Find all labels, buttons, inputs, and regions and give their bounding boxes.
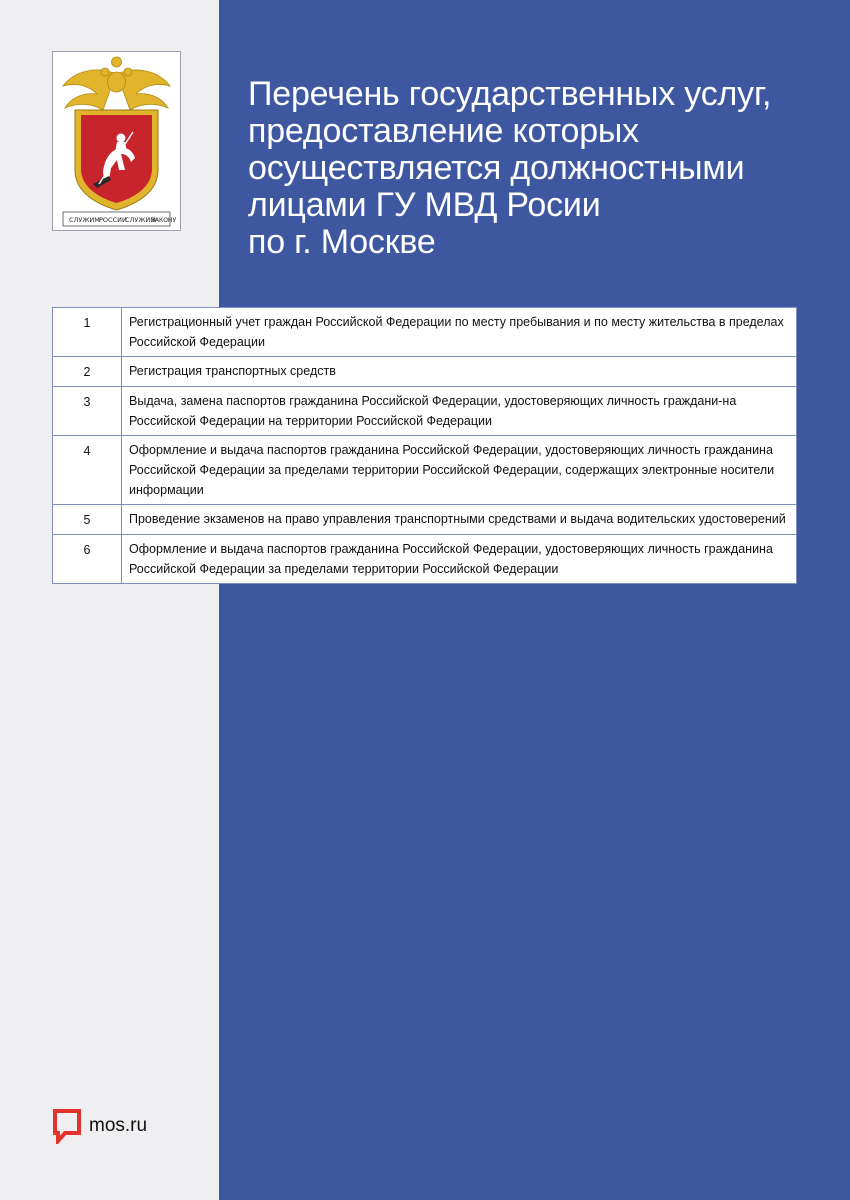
row-number: 6 (53, 535, 122, 584)
emblem-box (52, 51, 181, 231)
service-name: Проведение экзаменов на право управления транспортными средствами и выдача водительских удостоверений (122, 505, 797, 535)
service-name: Регистрация транспортных средств (122, 357, 797, 387)
table-row (53, 535, 797, 584)
title-line-5: по г. Москве (248, 223, 436, 261)
row-number: 2 (53, 357, 122, 387)
title-line-2: предоставление которых (248, 112, 639, 150)
police-emblem-icon (53, 52, 180, 230)
mos-logo-text: mos.ru (89, 1115, 148, 1136)
service-name: Оформление и выдача паспортов гражданина Российской Федерации, удостоверяющих личность гражданина Российской Федерации за пределами территории Российской Федерации (122, 535, 797, 584)
service-name: Регистрационный учет граждан Российской Федерации по месту пребывания и по месту жительства в пределах Российской Федерации (122, 308, 797, 357)
table-row (53, 357, 797, 387)
mos-logo[interactable] (52, 1108, 147, 1144)
title-line-1: Перечень государственных услуг, (248, 75, 772, 113)
service-name: Выдача, замена паспортов гражданина Российской Федерации, удостоверяющих личность граждани-на Российской Федерации на территории Российской Федерации (122, 387, 797, 436)
table-row (53, 505, 797, 535)
ribbon-text-4: ЗАКОНУ (151, 217, 177, 224)
services-table (52, 307, 797, 584)
page-title (248, 76, 828, 261)
service-name: Оформление и выдача паспортов гражданина Российской Федерации, удостоверяющих личность гражданина Российской Федерации за пределами территории Российской Федерации, содержащих электронные носители информации (122, 436, 797, 505)
table-row (53, 436, 797, 505)
row-number: 5 (53, 505, 122, 535)
row-number: 1 (53, 308, 122, 357)
ribbon-text-2: РОССИИ (99, 216, 127, 224)
ribbon-text-1: СЛУЖИМ (69, 216, 100, 224)
ribbon-text-3: СЛУЖИМ (125, 216, 156, 224)
title-line-4: лицами ГУ МВД Росии (248, 186, 601, 224)
table-row (53, 308, 797, 357)
mos-speech-bubble-icon (52, 1108, 82, 1144)
row-number: 4 (53, 436, 122, 505)
title-line-3: осуществляется должностными (248, 149, 745, 187)
table-row (53, 387, 797, 436)
row-number: 3 (53, 387, 122, 436)
